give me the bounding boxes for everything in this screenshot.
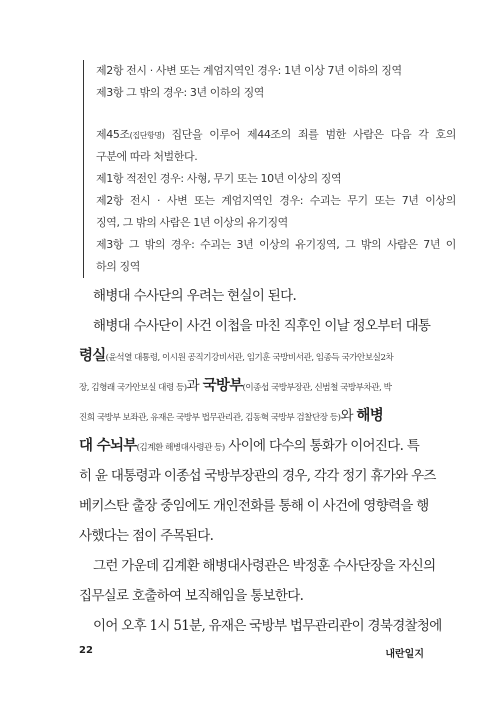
- emphasis-text: 령실: [79, 347, 106, 364]
- paragraph-line: 해병대 수사단의 우려는 현실이 된다.: [93, 288, 297, 304]
- emphasis-text: 대 수뇌부: [79, 437, 137, 454]
- quote-line: 제3항 그 밖의 경우: 수괴는 3년 이상의 유기징역, 그 밖의 사람은 7년 이: [96, 238, 456, 251]
- annotation-text: (이종섭 국방부장관, 신범철 국방부차관, 박: [242, 383, 392, 393]
- connector-text: 와: [340, 408, 357, 424]
- law-quote-block: [83, 60, 456, 278]
- article-text: 집단을 이루어 제44조의 죄를 범한 사람은 다음 각 호의: [164, 128, 456, 141]
- paragraph-line: 베키스탄 출장 중임에도 개인전화를 통해 이 사건에 영향력을 행: [79, 498, 429, 514]
- quote-line: 구분에 따라 처벌한다.: [96, 150, 198, 163]
- paragraph-line: [79, 431, 424, 461]
- quote-line: 징역, 그 밖의 사람은 1년 이상의 유기징역: [96, 216, 288, 229]
- quote-line: 하의 징역: [96, 260, 141, 273]
- paragraph-line: [79, 371, 424, 401]
- emphasis-text: 국방부: [202, 377, 243, 394]
- annotation-text: 진희 국방부 보좌관, 유재은 국방부 법무관리관, 김동혁 국방부 검찰단장 등): [79, 413, 341, 423]
- emphasis-text: 해병: [356, 407, 384, 424]
- quote-line: 제3항 그 밖의 경우: 3년 이하의 징역: [96, 86, 265, 99]
- article-title: (집단항명): [129, 131, 165, 140]
- annotation-text: (윤석열 대통령, 이시원 공직기강비서관, 임기훈 국방비서관, 임종득 국가안보실2차: [105, 353, 394, 363]
- paragraph-line: 집무실로 호출하여 보직해임을 통보한다.: [79, 588, 304, 604]
- paragraph-line: 그런 가운데 김계환 해병대사령관은 박정훈 수사단장을 자신의: [93, 558, 436, 574]
- connector-text: 과: [186, 378, 203, 394]
- body-text: [79, 281, 442, 641]
- quote-line: 제2항 전시 · 사변 또는 계엄지역인 경우: 수괴는 무기 또는 7년 이상의: [96, 194, 456, 207]
- book-title: 내란일지: [385, 649, 424, 660]
- paragraph-line: [79, 401, 424, 431]
- paragraph-line: 사했다는 점이 주목된다.: [79, 528, 214, 544]
- quote-line: [96, 124, 456, 146]
- quote-line: 제2항 전시 · 사변 또는 계엄지역인 경우: 1년 이상 7년 이하의 징역: [96, 64, 402, 77]
- paragraph-line: 해병대 수사단이 사건 이첩을 마친 직후인 이날 정오부터 대통: [93, 318, 431, 334]
- paragraph-line: 이어 오후 1시 51분, 유재은 국방부 법무관리관이 경북경찰청에: [93, 618, 442, 634]
- article-number: 제45조: [96, 128, 130, 141]
- page-number: 22: [79, 645, 93, 656]
- annotation-text: (김계환 해병대사령관 등): [136, 443, 225, 453]
- quote-line: 제1항 적전인 경우: 사형, 무기 또는 10년 이상의 징역: [96, 172, 342, 185]
- paragraph-line: [79, 341, 424, 371]
- annotation-text: 장, 김형래 국가안보실 대령 등): [79, 383, 187, 393]
- paragraph-line: 히 윤 대통령과 이종섭 국방부장관의 경우, 각각 정기 휴가와 우즈: [79, 468, 436, 484]
- body-text-run: 사이에 다수의 통화가 이어진다. 특: [224, 438, 420, 454]
